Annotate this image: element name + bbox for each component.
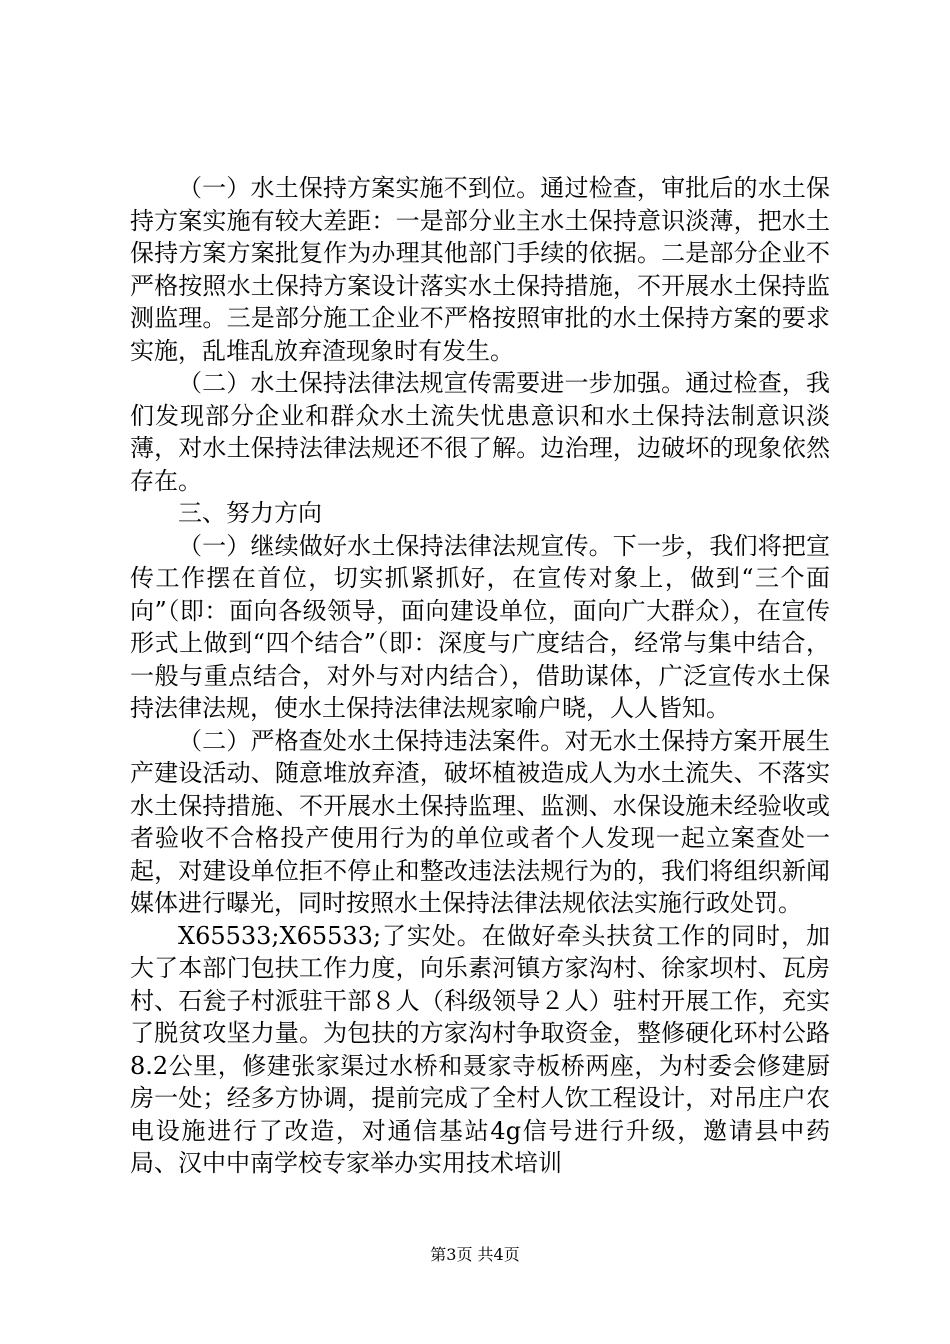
document-body — [130, 172, 830, 1180]
page-number-footer: 第3页 共4页 — [430, 1245, 520, 1264]
section-heading-directions: 三、努力方向 — [178, 499, 322, 527]
paragraph-continue-publicity: （一）继续做好水土保持法律法规宣传。下一步，我们将把宣传工作摆在首位，切实抓紧抓好，在宣传对象上，做到“三个面向”（即：面向各级领导，面向建设单位，面向广大群众），在宣传形式上做到“四个结合”（即：深度与广度结合，经常与集中结合，一般与重点结合，对外与对内结合），借助谋体，广泛宣传水土保持法律法规，使水土保持法律法规家喻户晓，人人皆知。 — [130, 531, 830, 722]
paragraph-publicity-issue: （二）水土保持法律法规宣传需要进一步加强。通过检查，我们发现部分企业和群众水土流失忧患意识和水土保持法制意识淡薄，对水土保持法律法规还不很了解。边治理，边破坏的现象依然存在。 — [130, 369, 830, 495]
paragraph-poverty-assistance: X65533;X65533;了实处。在做好牵头扶贫工作的同时，加大了本部门包扶工作力度，向乐素河镇方家沟村、徐家坝村、瓦房村、石瓮子村派驻干部８人（科级领导２人）驻村开展工作，充实了脱贫攻坚力量。为包扶的方家沟村争取资金，整修硬化环村公路8.2公里，修建张家渠过水桥和聂家寺板桥两座，为村委会修建厨房一处；经多方协调，提前完成了全村人饮工程设计，对吊庄户农电设施进行了改造，对通信基站4g信号进行升级，邀请县中药局、汉中中南学校专家举办实用技术培训 — [130, 921, 830, 1177]
paragraph-investigate-violations: （二）严格查处水土保持违法案件。对无水土保持方案开展生产建设活动、随意堆放弃渣，破坏植被造成人为水土流失、不落实水土保持措施、不开展水土保持监理、监测、水保设施未经验收或者验收不合格投产使用行为的单位或者个人发现一起立案查处一起，对建设单位拒不停止和整改违法法规行为的，我们将组织新闻媒体进行曝光，同时按照水土保持法律法规依法实施行政处罚。 — [130, 726, 830, 917]
paragraph-implementation-issue: （一）水土保持方案实施不到位。通过检查，审批后的水土保持方案实施有较大差距：一是部分业主水土保持意识淡薄，把水土保持方案方案批复作为办理其他部门手续的依据。二是部分企业不严格按照水土保持方案设计落实水土保持措施，不开展水土保持监测监理。三是部分施工企业不严格按照审批的水土保持方案的要求实施，乱堆乱放弃渣现象时有发生。 — [130, 174, 830, 365]
